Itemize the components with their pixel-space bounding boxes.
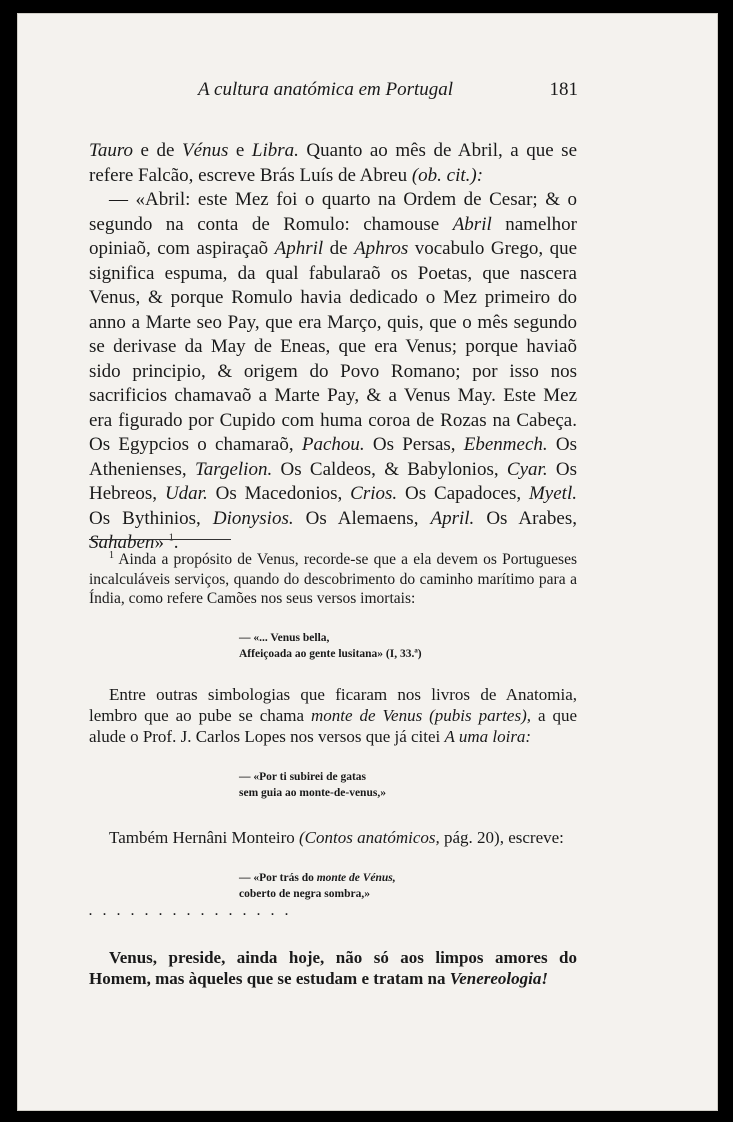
text-run: Os Capadoces, [397,483,529,504]
italic-term: April. [430,507,475,529]
footnote-reference[interactable]: 1 [168,532,174,544]
running-title: A cultura anatómica em Portugal [198,79,454,100]
italic-term: Abril [452,213,492,235]
main-text [89,139,577,556]
italic-term: Crios. [350,483,398,504]
italic-term: Udar. [164,483,208,504]
text-run: . [173,532,179,553]
footnote-1 [89,550,577,609]
italic-term: Sahaben [89,532,155,553]
verse-monteiro-line-2: coberto de negra sombra,» [239,887,370,900]
verse-lopes-line-1: — «Por ti subirei de gatas [239,770,367,783]
paragraph-quote [89,188,577,556]
italic-term: Tauro [89,140,134,161]
verse-monteiro-line-1 [239,870,577,886]
text-run: Os Caldeos, & Babylonios, [272,458,507,480]
text-run: — «Por trás do [239,871,317,884]
footnote-paragraph-3 [89,827,577,848]
verse-lopes-line-2: sem guia ao monte-de-venus,» [239,786,386,799]
italic-term: Venereologia! [449,969,548,988]
text-run: namelhor opiniaõ, com aspiraçaõ [89,213,577,259]
italic-title: A uma loira: [444,726,532,746]
text-run: Entre outras simbologias que ficaram nos livros de Anatomia, lembro que ao pube se chama [89,684,577,725]
text-run: Os Alemaens, [293,507,431,529]
ellipsis-dots: . . . . . . . . . . . . . . . [89,903,292,918]
text-run: e de [133,140,182,161]
text-run: Os Hebreos, [89,458,578,504]
footnote-marker: 1 [109,549,114,561]
verse-camoes-line-1: — «... Venus bella, [239,631,330,644]
text-run: Quanto ao mês de Abril, a que se refere Falcão, escreve Brás Luís de Abreu [89,140,577,186]
footnote-paragraph-4 [89,947,577,989]
text-run: Os Arabes, [474,507,577,529]
italic-term: Myetl. [528,483,577,504]
text-run: Os Bythinios, [89,507,213,529]
text-run: e [228,140,252,161]
italic-term: Libra. [251,140,299,161]
text-run: Venus, preside, ainda hoje, não só aos limpos amores do Homem, mas àqueles que se estudam e tratam na [89,948,577,988]
italic-term: Dionysios. [212,507,294,529]
text-run: a que alude o Prof. J. Carlos Lopes nos versos que já citei [89,705,578,746]
italic-term: Targelion. [194,458,273,480]
book-page [17,13,718,1111]
italic-term: Vénus [181,140,229,161]
footnote-divider [89,539,231,540]
verse-camoes-line-2: Affeiçoada ao gente lusitana» (I, 33.ª) [239,647,422,660]
text-run: — «Abril: este Mez foi o quarto na Ordem de Cesar; & o segundo na conta de Romulo: chamouse [89,189,577,235]
text-run: Os Persas, [364,434,464,455]
paragraph-1 [89,139,577,188]
text-run: Os Athenienses, [89,434,577,480]
italic-term: Cyar. [506,458,548,480]
italic-title: (Contos anatómicos, [299,827,440,847]
text-run: Também Hernâni Monteiro [109,827,300,847]
text-run: » [154,532,169,553]
text-run: pág. 20), escreve: [439,827,564,847]
footnote-paragraph-2 [89,684,577,747]
text-run: de [323,238,355,259]
italic-citation: (ob. cit.): [411,164,484,186]
italic-term: Ebenmech. [463,434,548,455]
italic-term: monte de Venus (pubis partes), [311,705,532,725]
footnote-text: Ainda a propósito de Venus, recorde-se que a ela devem os Portugueses incalculáveis serviços, quando do descobrimento do caminho marítimo para a Índia, como refere Camões nos seus versos imortais: [89,551,577,607]
page-number: 181 [549,79,578,100]
italic-term: monte de Vénus, [316,871,396,884]
italic-term: Aphros [354,238,409,259]
text-run: Os Macedonios, [207,483,351,504]
italic-term: Aphril [274,238,324,259]
italic-term: Pachou. [301,434,365,455]
footnote-section [89,550,577,989]
text-run: vocabulo Grego, que significa espuma, da qual fabularaõ os Poetas, que nascera Venus, & porque Romulo havia dedicado o Mez primeiro do anno a Marte seo Pay, que era Março, quis, que o mês segundo se derivase da May de Eneas, que era Venus; porque haviaõ sido principio, & origem do Povo Romano; por isso nos sacrificios chamavaõ a Marte Pay, & a Venus May. Este Mez era figurado por Cupido com huma coroa de Rozas na Cabeça. Os Egypcios o chamaraõ, [89,238,577,455]
